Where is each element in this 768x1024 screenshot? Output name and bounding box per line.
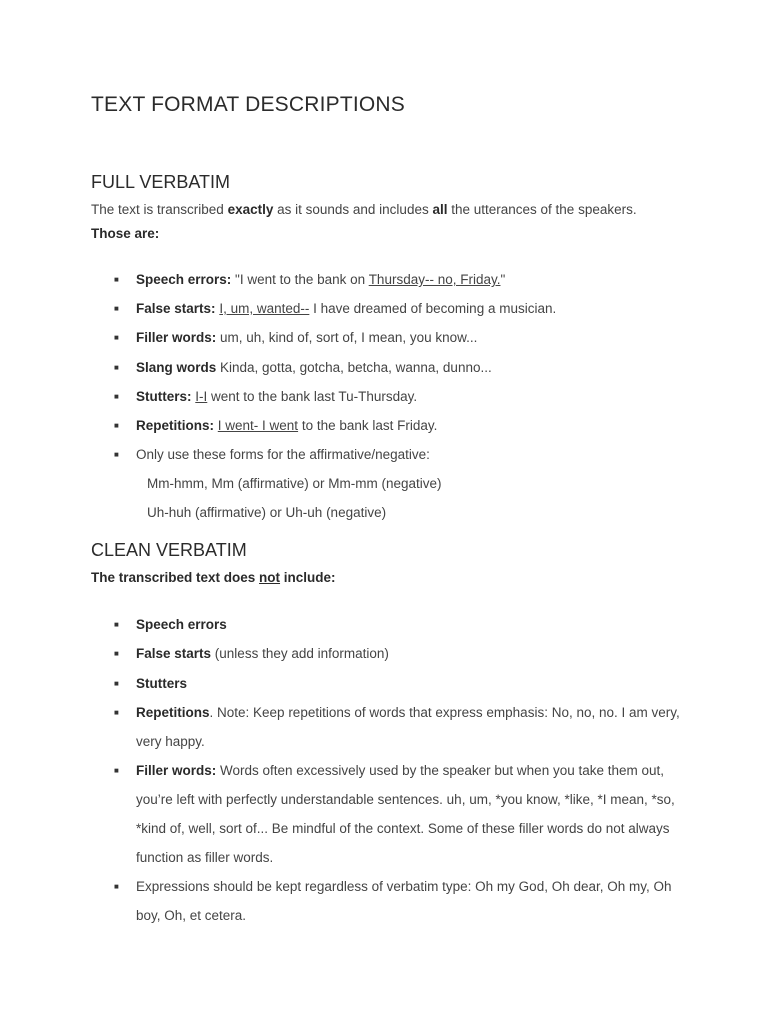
item-text: to the bank last Friday. <box>298 418 438 433</box>
bullet-square-icon: ■ <box>114 649 119 658</box>
list-item-slang-words <box>114 353 696 382</box>
item-text: Only use these forms for the affirmative/negative: <box>136 447 430 462</box>
page-title: TEXT FORMAT DESCRIPTIONS <box>91 93 405 116</box>
item-text: Words often excessively used by the speaker but when you take them out, you’re left with perfectly understandable sentences. uh, um, *you know, *like, *I mean, *so, *kind of, well, sort of... Be mindful of the context. Some of these filler words do not always function as filler words. <box>136 763 675 865</box>
intro-underlined-not: not <box>259 570 281 585</box>
item-text: Expressions should be kept regardless of verbatim type: Oh my God, Oh dear, Oh my, Oh boy, Oh, et cetera. <box>136 879 672 923</box>
bullet-square-icon: ■ <box>114 363 119 372</box>
list-item-repetitions <box>114 411 696 440</box>
bullet-square-icon: ■ <box>114 333 119 342</box>
form-line-uh-huh: Uh-huh (affirmative) or Uh-uh (negative) <box>147 505 387 520</box>
item-underlined-text: I, um, wanted-- <box>219 301 310 316</box>
item-text: " <box>500 272 506 287</box>
item-label: Filler words: <box>136 763 217 778</box>
item-label: False starts: <box>136 301 216 316</box>
intro-text: The transcribed text does <box>91 570 260 585</box>
item-label: Stutters <box>136 676 188 691</box>
bullet-square-icon: ■ <box>114 882 119 891</box>
list-item-false-starts <box>114 294 696 323</box>
clean-item-filler-words <box>114 756 696 872</box>
bullet-square-icon: ■ <box>114 450 119 459</box>
item-label: Filler words: <box>136 330 217 345</box>
clean-item-false-starts <box>114 639 696 668</box>
those-are-text: Those are: <box>91 226 160 241</box>
intro-emphasis-all: all <box>432 202 448 217</box>
clean-item-speech-errors <box>114 610 696 639</box>
bullet-square-icon: ■ <box>114 304 119 313</box>
item-underlined-text: I went- I went <box>217 418 299 433</box>
item-text: Kinda, gotta, gotcha, betcha, wanna, dunno... <box>216 360 492 375</box>
list-item-filler-words <box>114 323 696 352</box>
bullet-square-icon: ■ <box>114 708 119 717</box>
clean-item-repetitions <box>114 698 696 756</box>
intro-text: include: <box>280 570 336 585</box>
intro-emphasis-exactly: exactly <box>227 202 274 217</box>
item-underlined-text: I-I <box>195 389 208 404</box>
item-label: Repetitions: <box>136 418 215 433</box>
clean-verbatim-intro <box>91 568 336 588</box>
intro-text: as it sounds and includes <box>273 202 433 217</box>
item-underlined-text: Thursday-- no, Friday. <box>368 272 501 287</box>
full-verbatim-intro <box>91 200 637 220</box>
item-text: (unless they add information) <box>211 646 389 661</box>
item-label: Stutters: <box>136 389 192 404</box>
item-text: . Note: Keep repetitions of words that express emphasis: No, no, no. I am very, very happy. <box>136 705 680 749</box>
list-item-speech-errors <box>114 265 696 294</box>
bullet-square-icon: ■ <box>114 620 119 629</box>
item-text: um, uh, kind of, sort of, I mean, you know... <box>216 330 478 345</box>
clean-item-expressions <box>114 872 696 930</box>
bullet-square-icon: ■ <box>114 275 119 284</box>
bullet-square-icon: ■ <box>114 766 119 775</box>
full-verbatim-heading: FULL VERBATIM <box>91 172 231 192</box>
intro-text: the utterances of the speakers. <box>447 202 637 217</box>
item-text: "I went to the bank on <box>231 272 369 287</box>
clean-verbatim-heading: CLEAN VERBATIM <box>91 540 247 560</box>
those-are-label <box>91 224 159 244</box>
list-item-stutters <box>114 382 696 411</box>
item-label: False starts <box>136 646 212 661</box>
form-line-mm-hmm: Mm-hmm, Mm (affirmative) or Mm-mm (negative) <box>147 476 442 491</box>
bullet-square-icon: ■ <box>114 421 119 430</box>
intro-text: The text is transcribed <box>91 202 228 217</box>
item-label: Repetitions <box>136 705 210 720</box>
item-label: Slang words <box>136 360 217 375</box>
bullet-square-icon: ■ <box>114 679 119 688</box>
list-item-affirmative-negative <box>114 440 696 469</box>
item-text: I have dreamed of becoming a musician. <box>309 301 557 316</box>
item-label: Speech errors: <box>136 272 232 287</box>
item-label: Speech errors <box>136 617 227 632</box>
bullet-square-icon: ■ <box>114 392 119 401</box>
item-text: went to the bank last Tu-Thursday. <box>207 389 418 404</box>
clean-item-stutters <box>114 669 696 698</box>
